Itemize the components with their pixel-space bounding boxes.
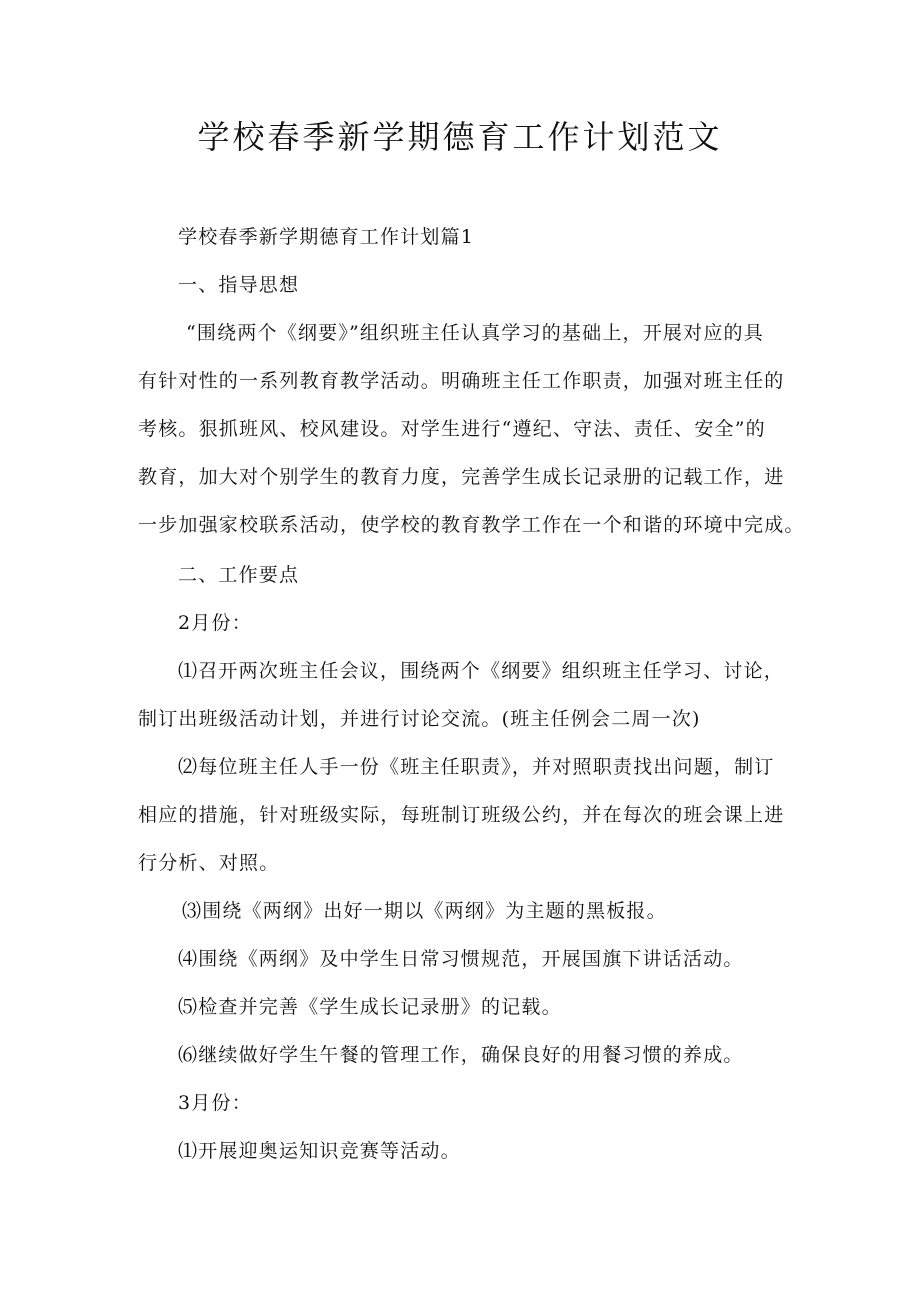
list-item-line: 制订出班级活动计划，并进行讨论交流。(班主任例会二周一次) (138, 708, 701, 730)
list-item: ⑹继续做好学生午餐的管理工作，确保良好的用餐习惯的养成。 (178, 1044, 744, 1066)
list-item-line: ⑴召开两次班主任会议，围绕两个《纲要》组织班主任学习、讨论， (178, 660, 785, 682)
section-heading-work-points: 二、工作要点 (178, 564, 300, 586)
list-item: ⑸检查并完善《学生成长记录册》的记载。 (178, 996, 562, 1018)
month-heading-february: 2月份： (178, 612, 252, 634)
article-subtitle: 学校春季新学期德育工作计划篇1 (178, 226, 475, 248)
list-item: ⑷围绕《两纲》及中学生日常习惯规范，开展国旗下讲话活动。 (178, 948, 744, 970)
list-item-line: ⑵每位班主任人手一份《班主任职责》，并对照职责找出问题，制订 (178, 756, 775, 778)
paragraph-line: 一步加强家校联系活动，使学校的教育教学工作在一个和谐的环境中完成。 (138, 514, 805, 536)
paragraph-line: “围绕两个《纲要》”组织班主任认真学习的基础上，开展对应的具 (186, 322, 764, 344)
paragraph-line: 教育，加大对个别学生的教育力度，完善学生成长记录册的记载工作，进 (138, 466, 785, 488)
section-heading-guiding-thought: 一、指导思想 (178, 274, 300, 296)
paragraph-line: 考核。狠抓班风、校风建设。对学生进行“遵纪、守法、责任、安全”的 (138, 418, 766, 440)
list-item-line: 行分析、对照。 (138, 852, 280, 874)
list-item-line: 相应的措施，针对班级实际，每班制订班级公约，并在每次的班会课上进 (138, 804, 785, 826)
month-heading-march: 3月份： (178, 1092, 252, 1114)
document-title: 学校春季新学期德育工作计划范文 (197, 118, 723, 156)
paragraph-line: 有针对性的一系列教育教学活动。明确班主任工作职责，加强对班主任的 (138, 370, 785, 392)
list-item: ⑶围绕《两纲》出好一期以《两纲》为主题的黑板报。 (182, 900, 667, 922)
list-item: ⑴开展迎奥运知识竞赛等活动。 (178, 1140, 461, 1162)
